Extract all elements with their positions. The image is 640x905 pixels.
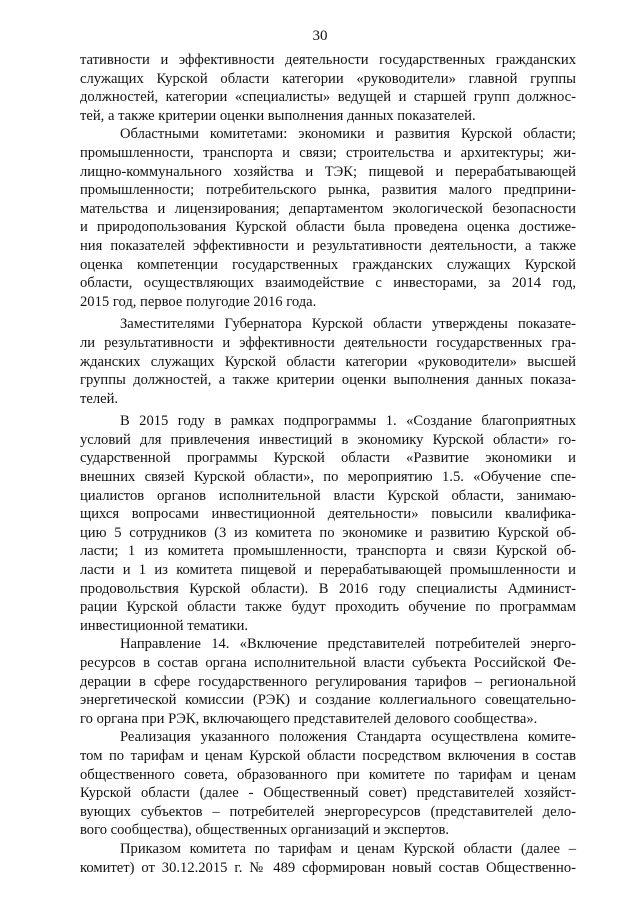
paragraph	[80, 412, 576, 635]
text-line: 2015 год, первое полугодие 2016 года.	[80, 293, 317, 310]
text-line: сударственной программы Курской области «Развитие экономики и	[80, 450, 576, 467]
text-line: тей, а также критерии оценки выполнения данных показателей.	[80, 107, 476, 124]
text-line: том по тарифам и ценам Курской области посредством включения в состав	[80, 747, 576, 764]
text-line: вого сообщества), общественных организаций и экспертов.	[80, 822, 450, 839]
text-line: Реализация указанного положения Стандарта осуществлена комите-	[120, 729, 576, 746]
text-line: инвестиционной тематики.	[80, 617, 249, 634]
page-number: 30	[312, 28, 328, 44]
text-line: го органа при РЭК, включающего представителей делового сообщества».	[80, 710, 538, 727]
text-line: тативности и эффективности деятельности государственных гражданских	[80, 52, 576, 68]
text-line: условий для привлечения инвестиций в экономику Курской области» го-	[80, 431, 576, 448]
text-line: Заместителями Губернатора Курской области утверждены показате-	[120, 316, 576, 333]
text-line: мательства и лицензирования; департаментом экологической безопасности	[80, 200, 576, 217]
text-line: продовольствия Курской области). В 2016 году специалисты Админист-	[80, 580, 576, 597]
text-line: промышленности; потребительского рынка, развития малого предприни-	[80, 182, 576, 199]
paragraph	[80, 728, 576, 840]
text-line: Приказом комитета по тарифам и ценам Курской области (далее –	[120, 840, 576, 857]
text-line: щихся вопросами инвестиционной деятельности» повысили квалифика-	[80, 506, 576, 523]
paragraph	[80, 51, 576, 125]
text-line: вующих субъектов – потребителей энергоресурсов (представителей дело-	[80, 803, 576, 820]
text-line: области, осуществляющих взаимодействие с инвесторами, за 2014 год,	[80, 275, 576, 292]
text-line: В 2015 году в рамках подпрограммы 1. «Создание благоприятных	[120, 413, 576, 430]
paragraph	[80, 315, 576, 408]
text-line: жданских служащих Курской области категории «руководители» высшей	[80, 353, 576, 370]
text-line: Областными комитетами: экономики и развития Курской области;	[120, 126, 576, 143]
text-line: служащих Курской области категории «руководители» главной группы	[80, 70, 576, 87]
text-line: дерации в сфере государственного регулирования тарифов – региональной	[80, 673, 576, 690]
text-line: ресурсов в состав органа исполнительной власти субъекта Российской Фе-	[80, 655, 576, 671]
document-body	[80, 51, 576, 877]
text-line: оценка компетенции государственных гражданских служащих Курской	[80, 256, 576, 273]
text-line: Направление 14. «Включение представителей потребителей энерго-	[120, 636, 576, 653]
paragraph	[80, 635, 576, 728]
text-line: ли результативности и эффективности деятельности государственных гра-	[80, 334, 576, 351]
text-line: цию 5 сотрудников (3 из комитета по экономике и развитию Курской об-	[80, 524, 576, 541]
text-line: телей.	[80, 390, 119, 407]
text-line: промышленности, транспорта и связи; строительства и архитектуры; жи-	[80, 144, 576, 161]
text-line: рации Курской области также будут проходить обучение по программам	[80, 599, 576, 616]
text-line: Курской области (далее - Общественный совет) представителей хозяйст-	[80, 785, 576, 802]
text-line: и природопользования Курской области была проведена оценка достиже-	[80, 219, 576, 236]
text-line: циалистов органов исполнительной власти Курской области, занимаю-	[80, 487, 576, 504]
text-line: группы должностей, а также критерии оценки выполнения данных показа-	[80, 372, 576, 389]
text-line: внешних связей Курской области», по мероприятию 1.5. «Обучение спе-	[80, 469, 576, 486]
paragraph	[80, 125, 576, 311]
text-line: комитет) от 30.12.2015 г. № 489 сформирован новый состав Общественно-	[80, 859, 576, 876]
text-line: ласти и 1 из комитета пищевой и перерабатывающей промышленности и	[80, 562, 576, 579]
text-line: должностей, категории «специалисты» ведущей и старшей групп должнос-	[80, 89, 576, 106]
text-line: энергетической комиссии (РЭК) и создание коллегиального совещательно-	[80, 692, 576, 709]
text-line: ласти; 1 из комитета промышленности, транспорта и связи Курской об-	[80, 543, 576, 560]
text-line: лищно-коммунального хозяйства и ТЭК; пищевой и перерабатывающей	[80, 163, 576, 180]
text-line: ния показателей эффективности и результативности деятельности, а также	[80, 237, 576, 254]
text-line: общественного совета, образованного при комитете по тарифам и ценам	[80, 766, 576, 783]
paragraph	[80, 840, 576, 877]
